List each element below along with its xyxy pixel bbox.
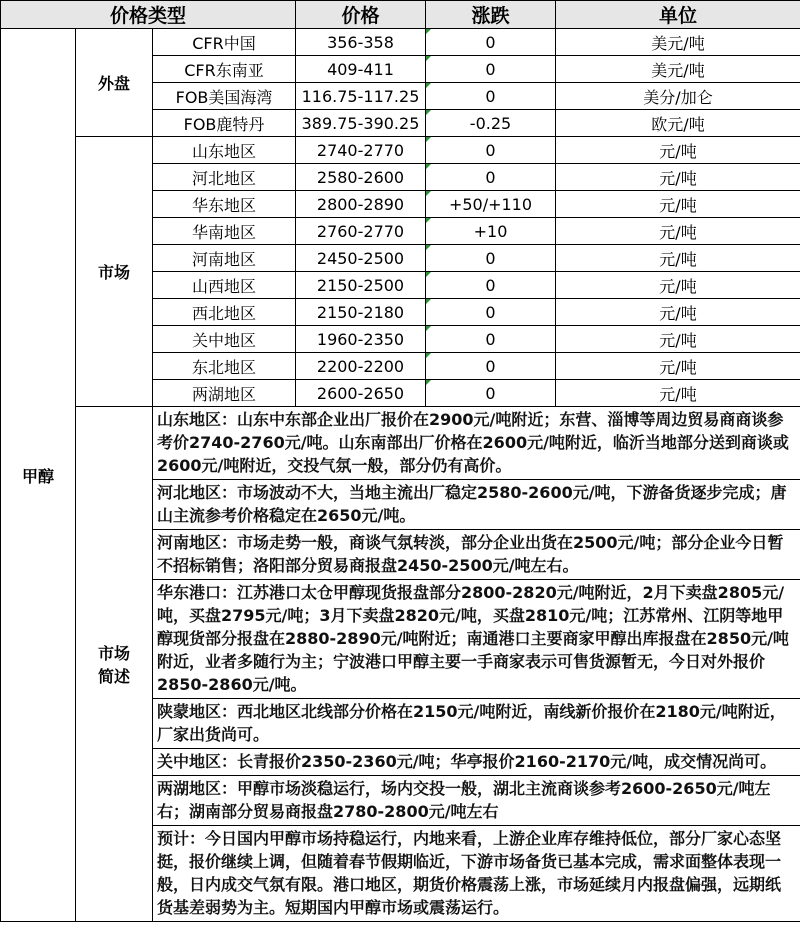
- row-change: 0: [426, 353, 556, 380]
- row-name: CFR中国: [153, 29, 296, 56]
- row-unit: 元/吨: [556, 245, 800, 272]
- summary-label-line1: 市场: [97, 644, 130, 663]
- header-unit: 单位: [556, 1, 800, 29]
- row-name: 山东地区: [153, 137, 296, 164]
- row-change: +50/+110: [426, 191, 556, 218]
- row-price: 2150-2500: [296, 272, 426, 299]
- row-price: 2580-2600: [296, 164, 426, 191]
- header-change: 涨跌: [426, 1, 556, 29]
- row-unit: 元/吨: [556, 191, 800, 218]
- row-name: 河北地区: [153, 164, 296, 191]
- summary-group-label: [76, 407, 153, 922]
- row-change: -0.25: [426, 110, 556, 137]
- row-price: 2450-2500: [296, 245, 426, 272]
- row-price: 116.75-117.25: [296, 83, 426, 110]
- row-unit: 元/吨: [556, 353, 800, 380]
- row-unit: 元/吨: [556, 272, 800, 299]
- summary-row: [1, 407, 800, 480]
- row-change: 0: [426, 56, 556, 83]
- header-type: 价格类型: [1, 1, 296, 29]
- summary-note-shaanxi-mongolia: 陕蒙地区：西北地区北线部分价格在2150元/吨附近，南线新价报价在2180元/吨附近，厂家出货尚可。: [153, 699, 800, 749]
- row-name: CFR东南亚: [153, 56, 296, 83]
- row-name: 华东地区: [153, 191, 296, 218]
- row-price: 389.75-390.25: [296, 110, 426, 137]
- row-name: 东北地区: [153, 353, 296, 380]
- row-change: 0: [426, 164, 556, 191]
- summary-note-guanzhong: 关中地区：长青报价2350-2360元/吨；华亭报价2160-2170元/吨，成交情况尚可。: [153, 749, 800, 776]
- summary-note-henan: 河南地区：市场走势一般，商谈气氛转淡，部分企业出货在2500元/吨；部分企业今日暂不招标销售；洛阳部分贸易商报盘2450-2500元/吨左右。: [153, 530, 800, 580]
- row-unit: 元/吨: [556, 326, 800, 353]
- row-unit: 美分/加仑: [556, 83, 800, 110]
- product-label: 甲醇: [1, 29, 76, 922]
- row-price: 2800-2890: [296, 191, 426, 218]
- row-unit: 元/吨: [556, 137, 800, 164]
- row-name: FOB鹿特丹: [153, 110, 296, 137]
- row-price: 2200-2200: [296, 353, 426, 380]
- summary-note-lianghu: 两湖地区：甲醇市场淡稳运行，场内交投一般，湖北主流商谈参考2600-2650元/吨左右；湖南部分贸易商报盘2780-2800元/吨左右: [153, 776, 800, 826]
- row-name: 西北地区: [153, 299, 296, 326]
- row-price: 2150-2180: [296, 299, 426, 326]
- row-price: 409-411: [296, 56, 426, 83]
- header-price: 价格: [296, 1, 426, 29]
- foreign-group-label: 外盘: [76, 29, 153, 137]
- row-change: 0: [426, 299, 556, 326]
- row-price: 2740-2770: [296, 137, 426, 164]
- row-change: 0: [426, 326, 556, 353]
- row-unit: 美元/吨: [556, 56, 800, 83]
- header-row: [1, 1, 800, 29]
- row-change: 0: [426, 137, 556, 164]
- row-unit: 美元/吨: [556, 29, 800, 56]
- summary-note-forecast: 预计：今日国内甲醇市场持稳运行，内地来看，上游企业库存维持低位，部分厂家心态坚挺，报价继续上调，但随着春节假期临近，下游市场备货已基本完成，需求面整体表现一般，日内成交气氛有限。港口地区，期货价格震荡上涨，市场延续月内报盘偏强，远期纸货基差弱势为主。短期国内甲醇市场或震荡运行。: [153, 826, 800, 922]
- row-name: 华南地区: [153, 218, 296, 245]
- row-name: FOB美国海湾: [153, 83, 296, 110]
- row-unit: 元/吨: [556, 218, 800, 245]
- summary-label-line2: 简述: [97, 667, 130, 686]
- row-price: 1960-2350: [296, 326, 426, 353]
- row-price: 2760-2770: [296, 218, 426, 245]
- row-unit: 元/吨: [556, 380, 800, 407]
- row-unit: 元/吨: [556, 299, 800, 326]
- row-name: 两湖地区: [153, 380, 296, 407]
- row-price: 356-358: [296, 29, 426, 56]
- row-change: 0: [426, 245, 556, 272]
- row-name: 山西地区: [153, 272, 296, 299]
- row-price: 2600-2650: [296, 380, 426, 407]
- row-name: 河南地区: [153, 245, 296, 272]
- row-unit: 欧元/吨: [556, 110, 800, 137]
- row-change: 0: [426, 272, 556, 299]
- table-row: [1, 29, 800, 56]
- summary-note-east-port: 华东港口：江苏港口太仓甲醇现货报盘部分2800-2820元/吨附近，2月下卖盘2805元/吨，买盘2795元/吨；3月下卖盘2820元/吨，买盘2810元/吨；江苏常州、江阴等地甲醇现货部分报盘在2880-2890元/吨附近；南通港口主要商家甲醇出库报盘在2850元/吨附近，业者多随行为主；宁波港口甲醇主要一手商家表示可售货源暂无，今日对外报价2850-2860元/吨。: [153, 580, 800, 699]
- row-change: 0: [426, 83, 556, 110]
- summary-note-hebei: 河北地区：市场波动不大，当地主流出厂稳定2580-2600元/吨，下游备货逐步完成；唐山主流参考价格稳定在2650元/吨。: [153, 480, 800, 530]
- row-unit: 元/吨: [556, 164, 800, 191]
- market-group-label: 市场: [76, 137, 153, 407]
- row-change: 0: [426, 380, 556, 407]
- row-change: 0: [426, 29, 556, 56]
- table-row: [1, 137, 800, 164]
- row-change: +10: [426, 218, 556, 245]
- row-name: 关中地区: [153, 326, 296, 353]
- summary-note-shandong: 山东地区：山东中东部企业出厂报价在2900元/吨附近；东营、淄博等周边贸易商商谈参考价2740-2760元/吨。山东南部出厂价格在2600元/吨附近，临沂当地部分送到商谈或2600元/吨附近，交投气氛一般，部分仍有高价。: [153, 407, 800, 480]
